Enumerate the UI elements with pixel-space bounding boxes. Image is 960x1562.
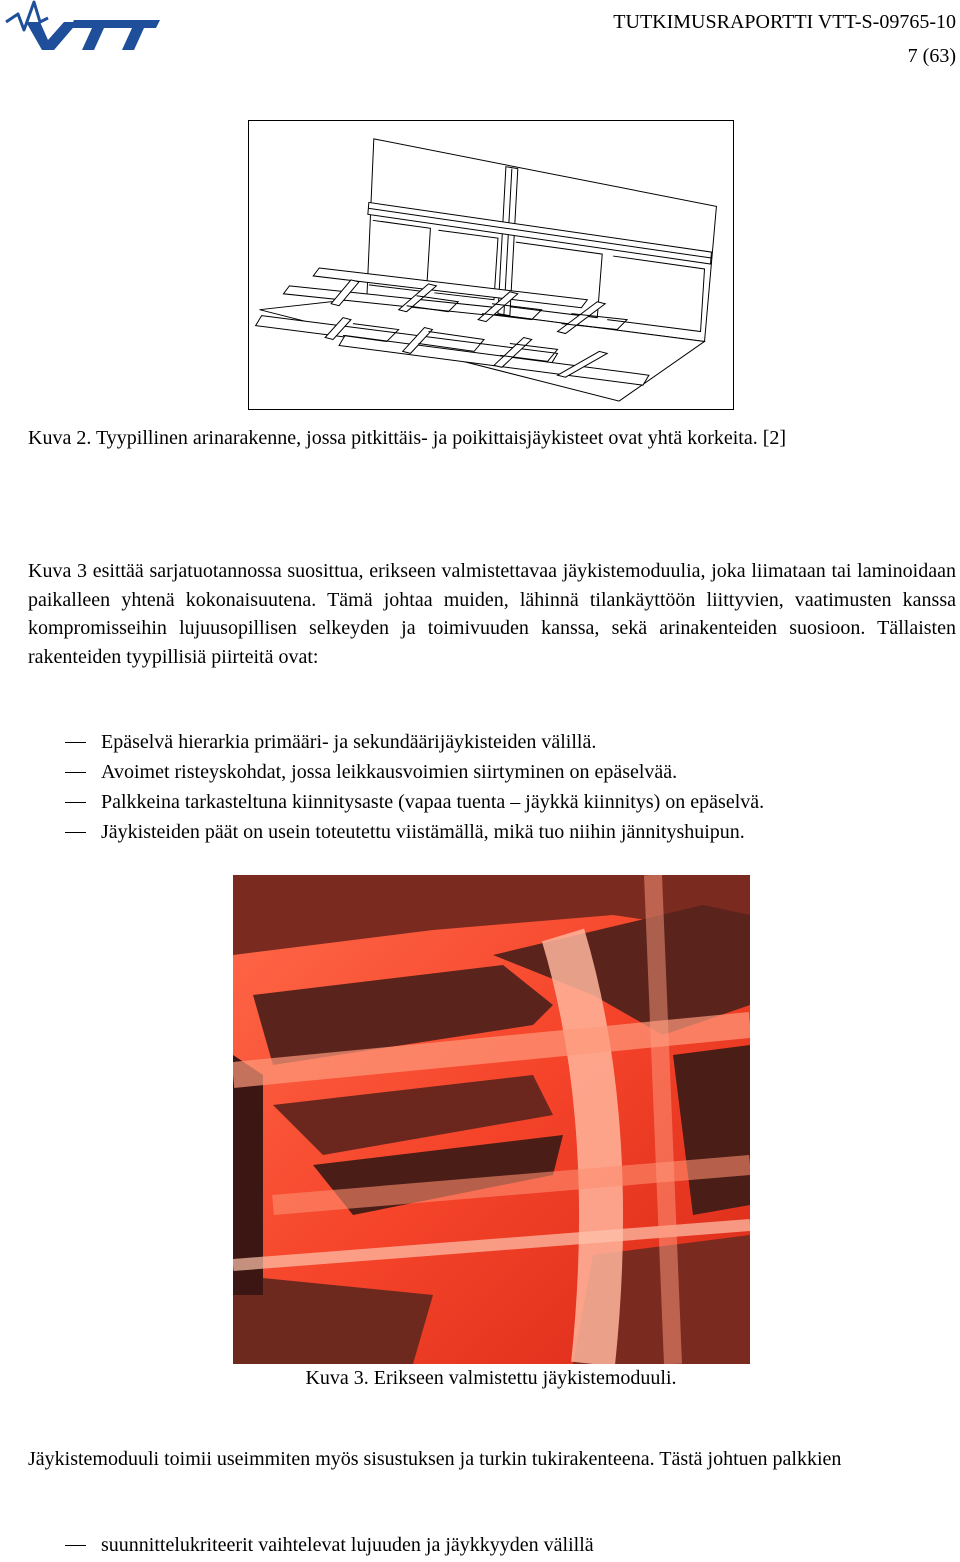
list-item-text: Jäykisteiden päät on usein toteutettu viistämällä, mikä tuo niihin jännityshuipun. bbox=[101, 821, 745, 843]
list-item bbox=[28, 788, 956, 818]
report-id: TUTKIMUSRAPORTTI VTT-S-09765-10 bbox=[613, 11, 956, 33]
list-item bbox=[28, 758, 956, 788]
list-item-text: Palkkeina tarkasteltuna kiinnitysaste (vapaa tuenta – jäykkä kiinnitys) on epäselvä. bbox=[101, 791, 765, 813]
paragraph-2: Jäykistemoduuli toimii useimmiten myös sisustuksen ja turkin tukirakenteena. Tästä johtuen palkkien bbox=[28, 1448, 842, 1470]
list-item-text: Epäselvä hierarkia primääri- ja sekundäärijäykisteiden välillä. bbox=[101, 731, 597, 753]
figure-3-stiffener-photo bbox=[233, 875, 750, 1364]
paragraph-1: Kuva 3 esittää sarjatuotannossa suosittua, erikseen valmistettavaa jäykistemoduulia, joka liimataan tai laminoidaan paikalleen yhtenä kokonaisuutena. Tämä johtaa muiden, lähinnä tilankäyttöön liittyvien, vaatimusten kanssa kompromisseihin lujuusopillisen selkeyden ja toimivuuden kanssa, sekä arinakenteiden suosioon. Tällaisten rakenteiden tyypillisiä piirteitä ovat: bbox=[28, 560, 956, 668]
page-number: 7 (63) bbox=[907, 45, 956, 67]
vtt-logo bbox=[4, 0, 160, 54]
list-item-text: Avoimet risteyskohdat, jossa leikkausvoimien siirtyminen on epäselvää. bbox=[101, 761, 678, 783]
list-item bbox=[28, 728, 956, 758]
figure-3-caption: Kuva 3. Erikseen valmistettu jäykistemoduuli. bbox=[305, 1367, 677, 1389]
list-item bbox=[28, 818, 956, 848]
list-item-text: suunnittelukriteerit vaihtelevat lujuuden ja jäykkyyden välillä bbox=[101, 1534, 594, 1556]
bullet-list-1 bbox=[28, 728, 956, 848]
list-item bbox=[28, 1531, 956, 1561]
figure-2-caption: Kuva 2. Tyypillinen arinarakenne, jossa pitkittäis- ja poikittaisjäykisteet ovat yhtä korkeita. [2] bbox=[28, 427, 787, 449]
figure-2-grid-drawing bbox=[248, 120, 734, 410]
bullet-list-2 bbox=[28, 1531, 956, 1561]
